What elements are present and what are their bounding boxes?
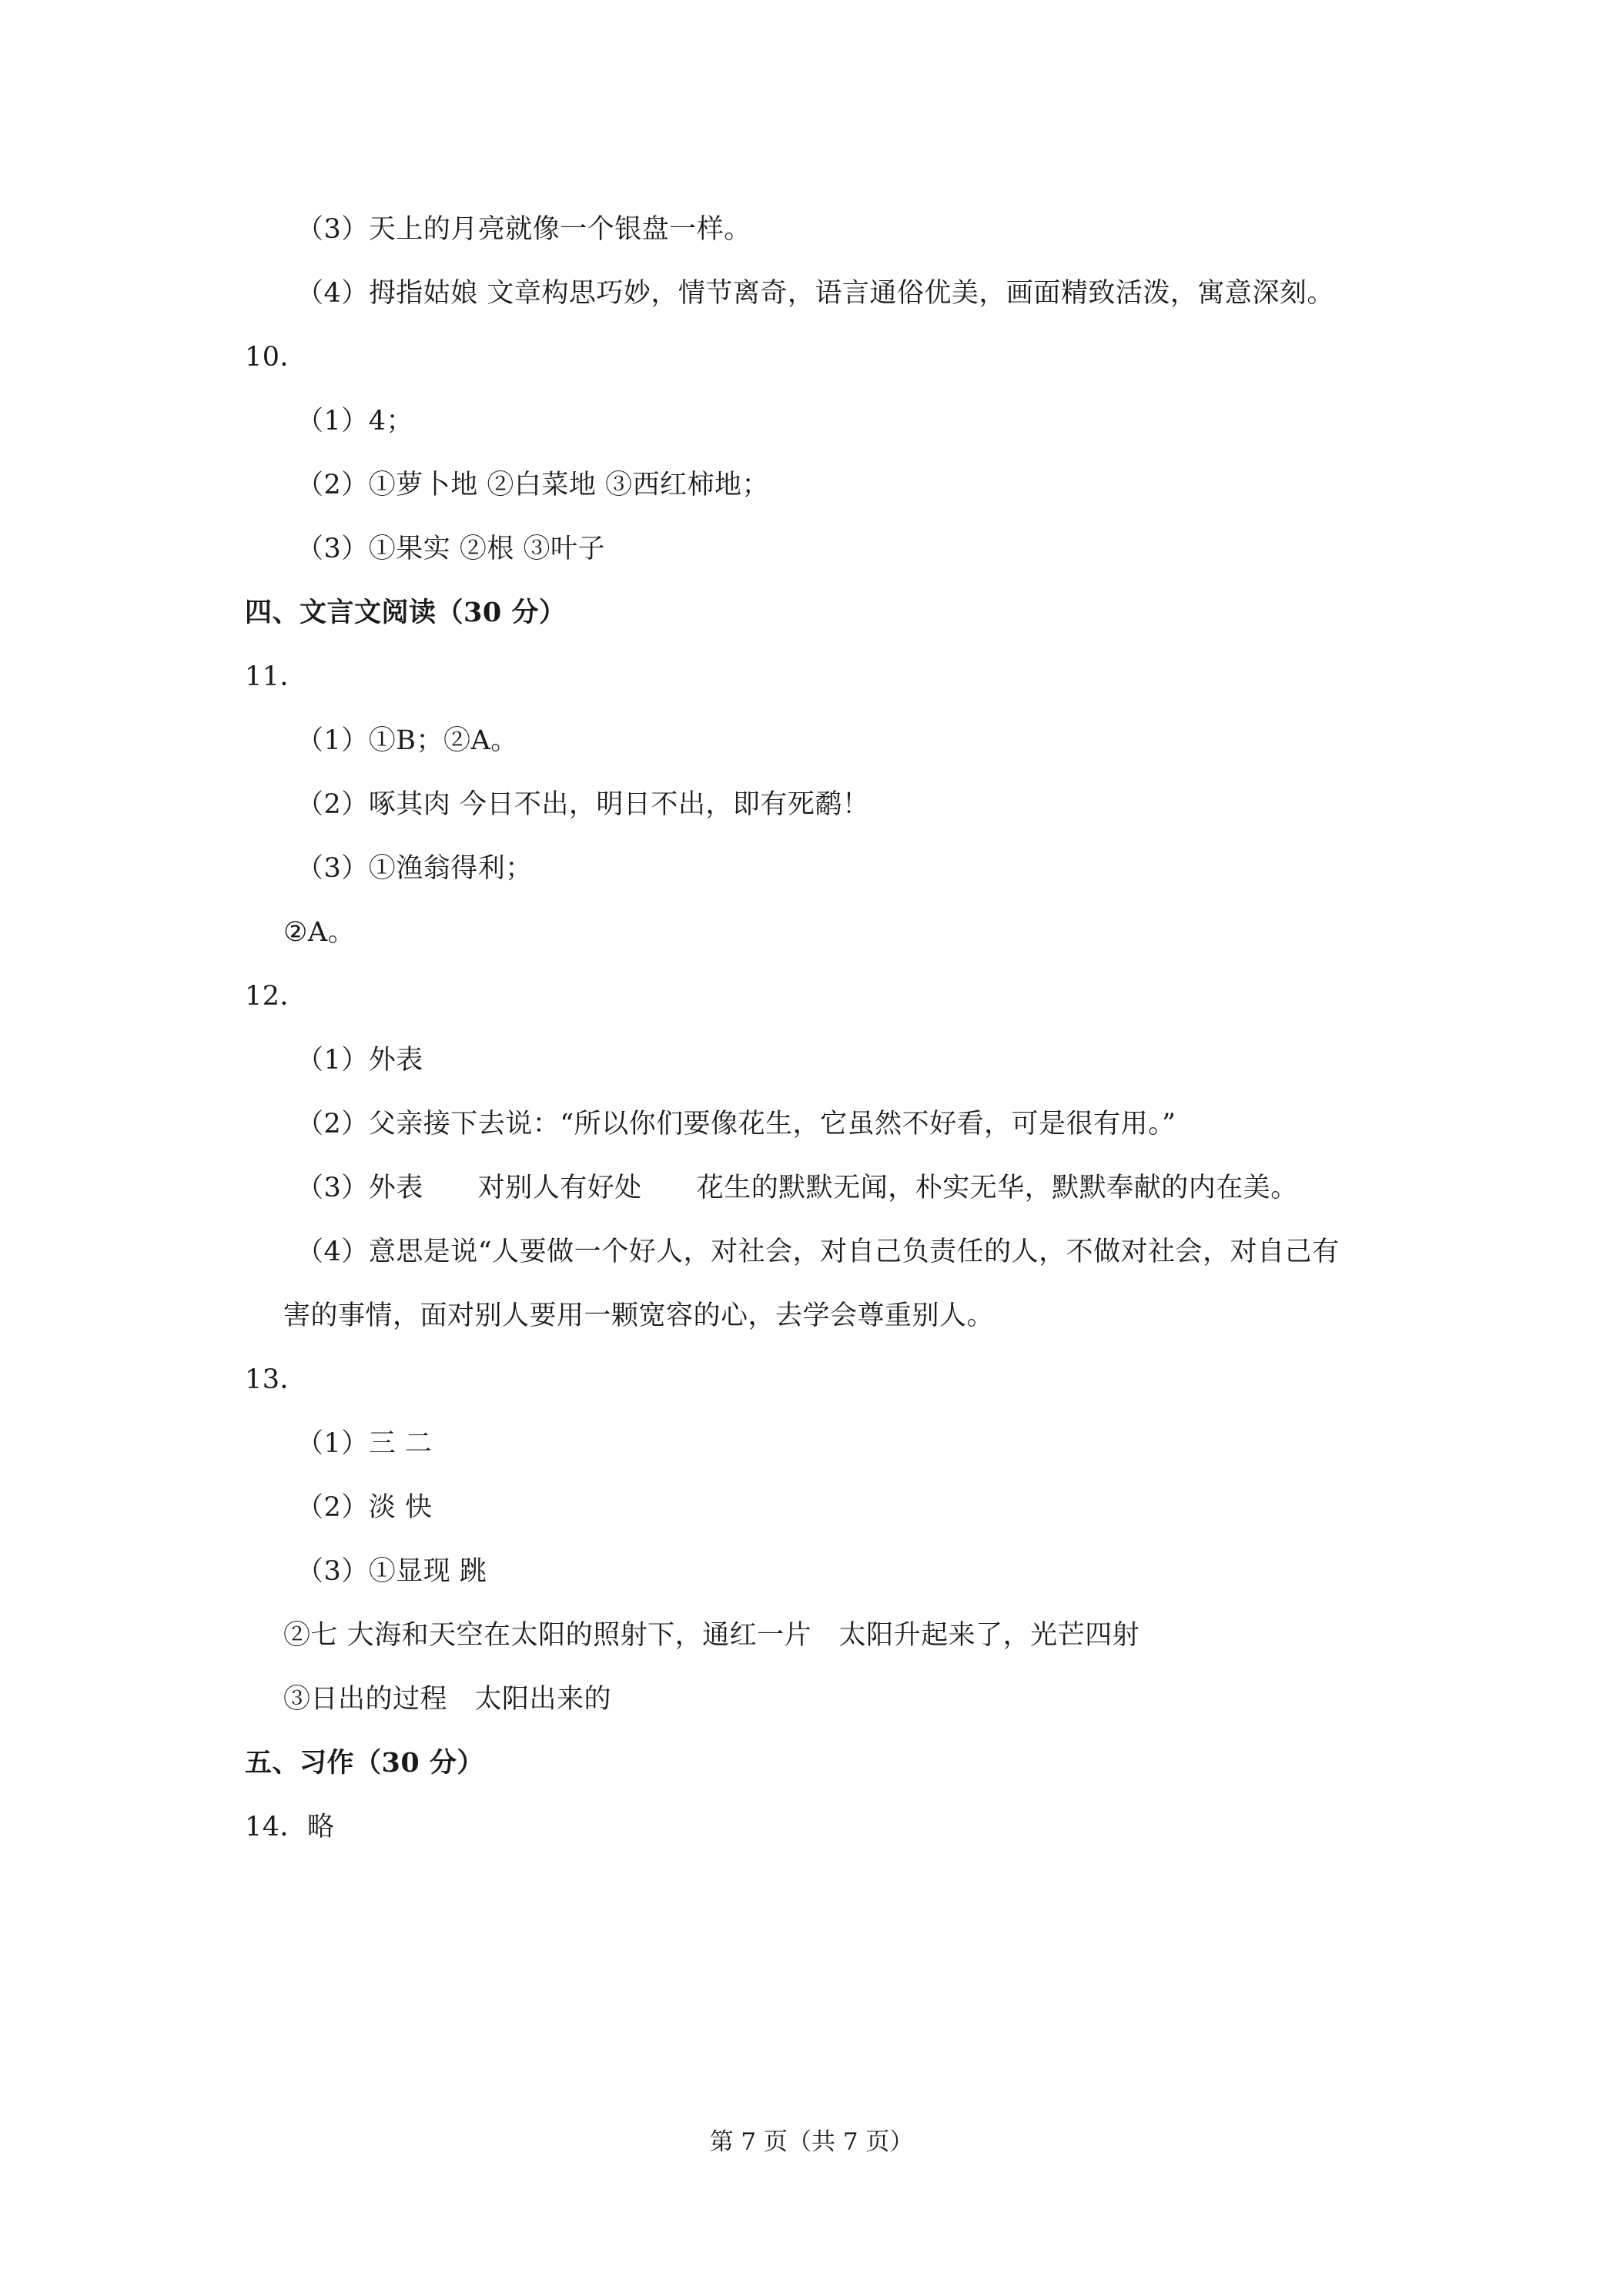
answer-12-4-continued: 害的事情，面对别人要用一颗宽容的心，去学会尊重别人。: [283, 1300, 995, 1331]
question-number-13: 13．: [245, 1364, 308, 1395]
answer-13-1: （1）三 二: [296, 1428, 433, 1459]
answer-13-3-sub3: ③日出的过程 太阳出来的: [283, 1684, 612, 1715]
answer-9-4: （4）拇指姑娘 文章构思巧妙，情节离奇，语言通俗优美，画面精致活泼，寓意深刻。: [296, 278, 1334, 309]
answer-11-2: （2）啄其肉 今日不出，明日不出，即有死鹬！: [296, 789, 870, 820]
question-number-12: 12．: [245, 981, 308, 1012]
answer-10-1: （1）4；: [296, 406, 414, 437]
page-footer: 第 7 页（共 7 页）: [709, 2128, 914, 2156]
answer-11-1: （1）①B；②A。: [296, 725, 518, 756]
answer-13-3-sub2: ②七 大海和天空在太阳的照射下，通红一片 太阳升起来了，光芒四射: [283, 1620, 1140, 1651]
question-number-10: 10．: [245, 342, 308, 373]
answer-10-2: （2）①萝卜地 ②白菜地 ③西红柿地；: [296, 470, 770, 500]
question-number-11: 11．: [245, 661, 308, 692]
answer-12-2: （2）父亲接下去说：“所以你们要像花生，它虽然不好看，可是很有用。”: [296, 1109, 1176, 1140]
answer-9-3: （3）天上的月亮就像一个银盘一样。: [296, 214, 751, 245]
section-heading-classical-reading: 四、文言文阅读（30 分）: [245, 597, 567, 628]
question-number-14: 14．略: [245, 1812, 335, 1842]
answer-12-1: （1）外表: [296, 1045, 423, 1076]
section-heading-writing: 五、习作（30 分）: [245, 1747, 484, 1779]
answer-13-3: （3）①显现 跳: [296, 1556, 487, 1587]
answer-13-2: （2）淡 快: [296, 1492, 433, 1523]
answer-11-3-sub: ②A。: [283, 917, 356, 948]
answer-11-3: （3）①渔翁得利；: [296, 853, 533, 884]
answer-12-4: （4）意思是说“人要做一个好人，对社会，对自己负责任的人，不做对社会，对自己有: [296, 1237, 1340, 1267]
answer-12-3: （3）外表 对别人有好处 花生的默默无闻，朴实无华，默默奉献的内在美。: [296, 1173, 1298, 1203]
answer-10-3: （3）①果实 ②根 ③叶子: [296, 534, 606, 564]
